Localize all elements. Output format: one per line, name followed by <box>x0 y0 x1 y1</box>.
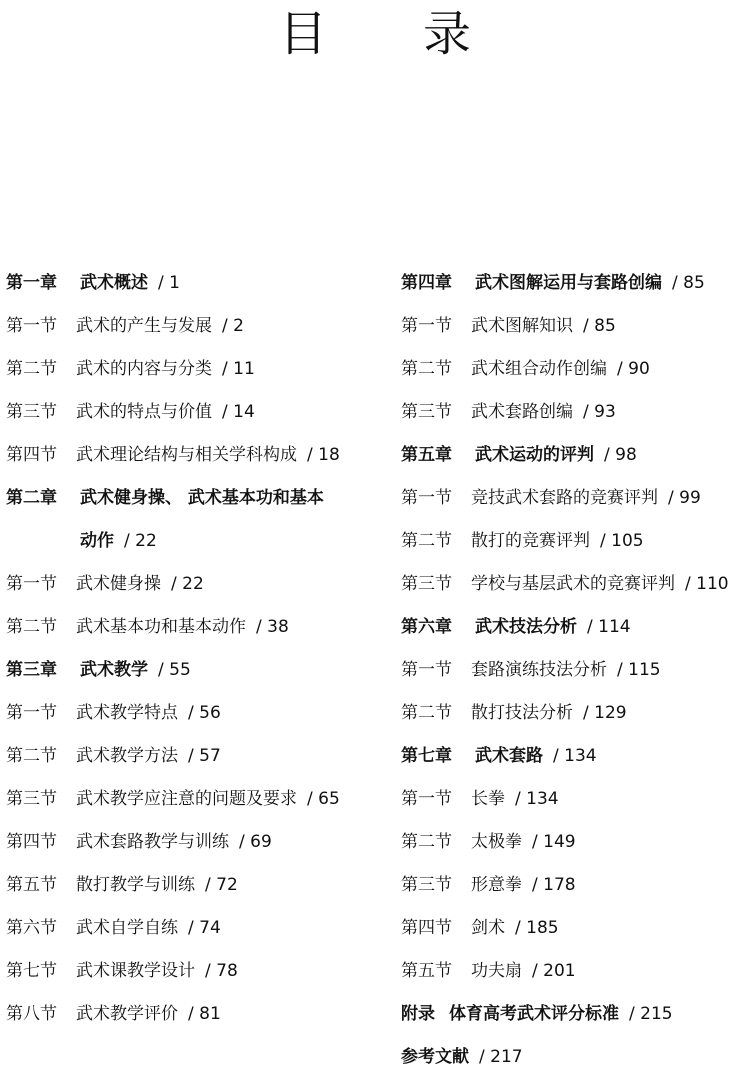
toc-entry-number: 第三节 <box>401 875 452 895</box>
toc-section-entry[interactable] <box>401 477 746 520</box>
toc-entry-page: / 65 <box>307 789 340 809</box>
toc-entry-number: 第三节 <box>6 402 57 422</box>
toc-entry-number: 第一节 <box>6 316 57 336</box>
toc-entry-page: / 18 <box>307 445 340 465</box>
toc-entry-number: 第二节 <box>401 531 452 551</box>
toc-section-entry[interactable] <box>6 692 391 735</box>
toc-entry-number: 第六章 <box>401 617 452 637</box>
toc-entry-number: 第一节 <box>401 789 452 809</box>
page-title <box>0 4 750 64</box>
toc-entry-number: 第三章 <box>6 660 57 680</box>
toc-chapter-entry[interactable] <box>401 993 746 1036</box>
toc-entry-page: / 149 <box>532 832 576 852</box>
toc-section-entry[interactable] <box>6 950 391 993</box>
toc-right-column <box>401 262 746 1079</box>
toc-entry-title: 武术基本功和基本动作 <box>76 617 246 637</box>
toc-entry-page: / 93 <box>583 402 616 422</box>
toc-entry-page: / 1 <box>158 273 180 293</box>
toc-entry-number: 第一节 <box>401 488 452 508</box>
toc-entry-page: / 215 <box>629 1004 673 1024</box>
toc-section-entry[interactable] <box>6 907 391 950</box>
toc-entry-title: 学校与基层武术的竞赛评判 <box>471 574 675 594</box>
toc-entry-page: / 85 <box>583 316 616 336</box>
title-char-2: 录 <box>423 6 472 62</box>
toc-section-entry[interactable] <box>6 348 391 391</box>
toc-chapter-entry[interactable] <box>401 606 746 649</box>
toc-entry-page: / 22 <box>124 531 157 551</box>
toc-chapter-entry[interactable] <box>401 1036 746 1079</box>
toc-section-entry[interactable] <box>6 864 391 907</box>
toc-entry-number: 第三节 <box>401 574 452 594</box>
toc-section-entry[interactable] <box>401 348 746 391</box>
toc-entry-title: 武术的产生与发展 <box>76 316 212 336</box>
toc-entry-page: / 2 <box>222 316 244 336</box>
toc-entry-page: / 99 <box>668 488 701 508</box>
toc-entry-page: / 56 <box>188 703 221 723</box>
toc-entry-page: / 134 <box>553 746 597 766</box>
toc-section-entry[interactable] <box>401 821 746 864</box>
toc-entry-number: 第一节 <box>6 574 57 594</box>
toc-entry-title: 武术教学特点 <box>76 703 178 723</box>
toc-section-entry[interactable] <box>6 305 391 348</box>
toc-left-column <box>6 262 391 1036</box>
toc-entry-title: 武术图解知识 <box>471 316 573 336</box>
toc-entry-number: 第二节 <box>6 746 57 766</box>
toc-entry-number: 附录 <box>401 1004 435 1024</box>
toc-chapter-entry[interactable] <box>401 434 746 477</box>
toc-entry-page: / 178 <box>532 875 576 895</box>
toc-entry-number: 第三节 <box>401 402 452 422</box>
toc-entry-page: / 72 <box>205 875 238 895</box>
toc-entry-page: / 78 <box>205 961 238 981</box>
toc-entry-title: 散打教学与训练 <box>76 875 195 895</box>
toc-entry-number: 第六节 <box>6 918 57 938</box>
toc-entry-page: / 11 <box>222 359 255 379</box>
toc-entry-number: 第四章 <box>401 273 452 293</box>
toc-entry-title: 功夫扇 <box>471 961 522 981</box>
toc-entry-page: / 14 <box>222 402 255 422</box>
toc-entry-number: 第四节 <box>6 832 57 852</box>
toc-entry-title: 武术课教学设计 <box>76 961 195 981</box>
toc-section-entry[interactable] <box>6 563 391 606</box>
toc-entry-number: 第一章 <box>6 273 57 293</box>
toc-entry-page: / 217 <box>479 1047 523 1067</box>
toc-section-entry[interactable] <box>401 864 746 907</box>
toc-entry-title: 套路演练技法分析 <box>471 660 607 680</box>
toc-entry-title: 武术健身操 <box>76 574 161 594</box>
toc-entry-title: 武术套路教学与训练 <box>76 832 229 852</box>
toc-entry-page: / 201 <box>532 961 576 981</box>
toc-chapter-entry[interactable] <box>401 262 746 305</box>
toc-section-entry[interactable] <box>401 305 746 348</box>
toc-section-entry[interactable] <box>6 391 391 434</box>
toc-entry-number: 第四节 <box>401 918 452 938</box>
toc-entry-title: 武术技法分析 <box>475 617 577 637</box>
toc-entry-page: / 115 <box>617 660 661 680</box>
toc-entry-number: 第二章 <box>6 488 57 508</box>
toc-entry-title: 武术理论结构与相关学科构成 <box>76 445 297 465</box>
toc-entry-title: 武术教学 <box>80 660 148 680</box>
toc-entry-page: / 22 <box>171 574 204 594</box>
toc-chapter-entry[interactable] <box>6 520 391 563</box>
toc-entry-title: 武术教学应注意的问题及要求 <box>76 789 297 809</box>
toc-entry-page: / 74 <box>188 918 221 938</box>
toc-section-entry[interactable] <box>401 649 746 692</box>
toc-entry-title: 竞技武术套路的竞赛评判 <box>471 488 658 508</box>
toc-entry-page: / 38 <box>256 617 289 637</box>
toc-entry-title: 参考文献 <box>401 1047 469 1067</box>
toc-entry-page: / 110 <box>685 574 729 594</box>
toc-entry-number: 第二节 <box>6 617 57 637</box>
toc-entry-title: 散打技法分析 <box>471 703 573 723</box>
toc-entry-page: / 98 <box>604 445 637 465</box>
toc-entry-title: 武术组合动作创编 <box>471 359 607 379</box>
toc-entry-number: 第二节 <box>401 832 452 852</box>
toc-entry-number: 第三节 <box>6 789 57 809</box>
toc-entry-page: / 185 <box>515 918 559 938</box>
toc-section-entry[interactable] <box>6 778 391 821</box>
toc-entry-number: 第七节 <box>6 961 57 981</box>
toc-section-entry[interactable] <box>6 993 391 1036</box>
toc-entry-title: 武术概述 <box>80 273 148 293</box>
toc-entry-number: 第七章 <box>401 746 452 766</box>
toc-entry-title: 长拳 <box>471 789 505 809</box>
toc-chapter-entry[interactable] <box>6 649 391 692</box>
toc-entry-title: 动作 <box>80 531 114 551</box>
toc-entry-title: 武术的内容与分类 <box>76 359 212 379</box>
toc-entry-title: 武术套路创编 <box>471 402 573 422</box>
toc-entry-page: / 134 <box>515 789 559 809</box>
toc-entry-page: / 85 <box>672 273 705 293</box>
toc-entry-title: 形意拳 <box>471 875 522 895</box>
toc-entry-number: 第八节 <box>6 1004 57 1024</box>
toc-entry-number: 第二节 <box>401 359 452 379</box>
toc-entry-number: 第四节 <box>6 445 57 465</box>
toc-entry-number: 第五节 <box>401 961 452 981</box>
toc-chapter-entry[interactable] <box>6 477 391 520</box>
toc-entry-page: / 57 <box>188 746 221 766</box>
toc-entry-page: / 81 <box>188 1004 221 1024</box>
title-char-1: 目 <box>278 6 327 62</box>
toc-entry-page: / 105 <box>600 531 644 551</box>
toc-entry-page: / 69 <box>239 832 272 852</box>
toc-section-entry[interactable] <box>401 520 746 563</box>
toc-entry-page: / 114 <box>587 617 631 637</box>
toc-section-entry[interactable] <box>401 778 746 821</box>
toc-section-entry[interactable] <box>401 563 746 606</box>
toc-chapter-entry[interactable] <box>6 262 391 305</box>
toc-entry-number: 第五节 <box>6 875 57 895</box>
toc-entry-title: 武术自学自练 <box>76 918 178 938</box>
toc-entry-title: 散打的竞赛评判 <box>471 531 590 551</box>
toc-entry-page: / 90 <box>617 359 650 379</box>
toc-section-entry[interactable] <box>401 391 746 434</box>
toc-section-entry[interactable] <box>6 735 391 778</box>
toc-entry-title: 武术健身操、 武术基本功和基本 <box>80 488 324 508</box>
toc-section-entry[interactable] <box>6 821 391 864</box>
toc-section-entry[interactable] <box>401 907 746 950</box>
toc-section-entry[interactable] <box>401 950 746 993</box>
toc-entry-title: 太极拳 <box>471 832 522 852</box>
toc-entry-number: 第一节 <box>6 703 57 723</box>
toc-section-entry[interactable] <box>6 434 391 477</box>
toc-entry-number: 第二节 <box>6 359 57 379</box>
toc-entry-title: 武术套路 <box>475 746 543 766</box>
toc-entry-number: 第一节 <box>401 316 452 336</box>
toc-chapter-entry[interactable] <box>401 735 746 778</box>
toc-entry-title: 武术运动的评判 <box>475 445 594 465</box>
toc-entry-number: 第五章 <box>401 445 452 465</box>
toc-entry-page: / 55 <box>158 660 191 680</box>
toc-entry-number: 第一节 <box>401 660 452 680</box>
toc-entry-title: 武术教学方法 <box>76 746 178 766</box>
toc-entry-title: 体育高考武术评分标准 <box>449 1004 619 1024</box>
toc-section-entry[interactable] <box>401 692 746 735</box>
toc-entry-title: 武术教学评价 <box>76 1004 178 1024</box>
toc-entry-title: 武术图解运用与套路创编 <box>475 273 662 293</box>
toc-section-entry[interactable] <box>6 606 391 649</box>
toc-entry-page: / 129 <box>583 703 627 723</box>
toc-entry-number: 第二节 <box>401 703 452 723</box>
toc-entry-title: 剑术 <box>471 918 505 938</box>
toc-entry-title: 武术的特点与价值 <box>76 402 212 422</box>
